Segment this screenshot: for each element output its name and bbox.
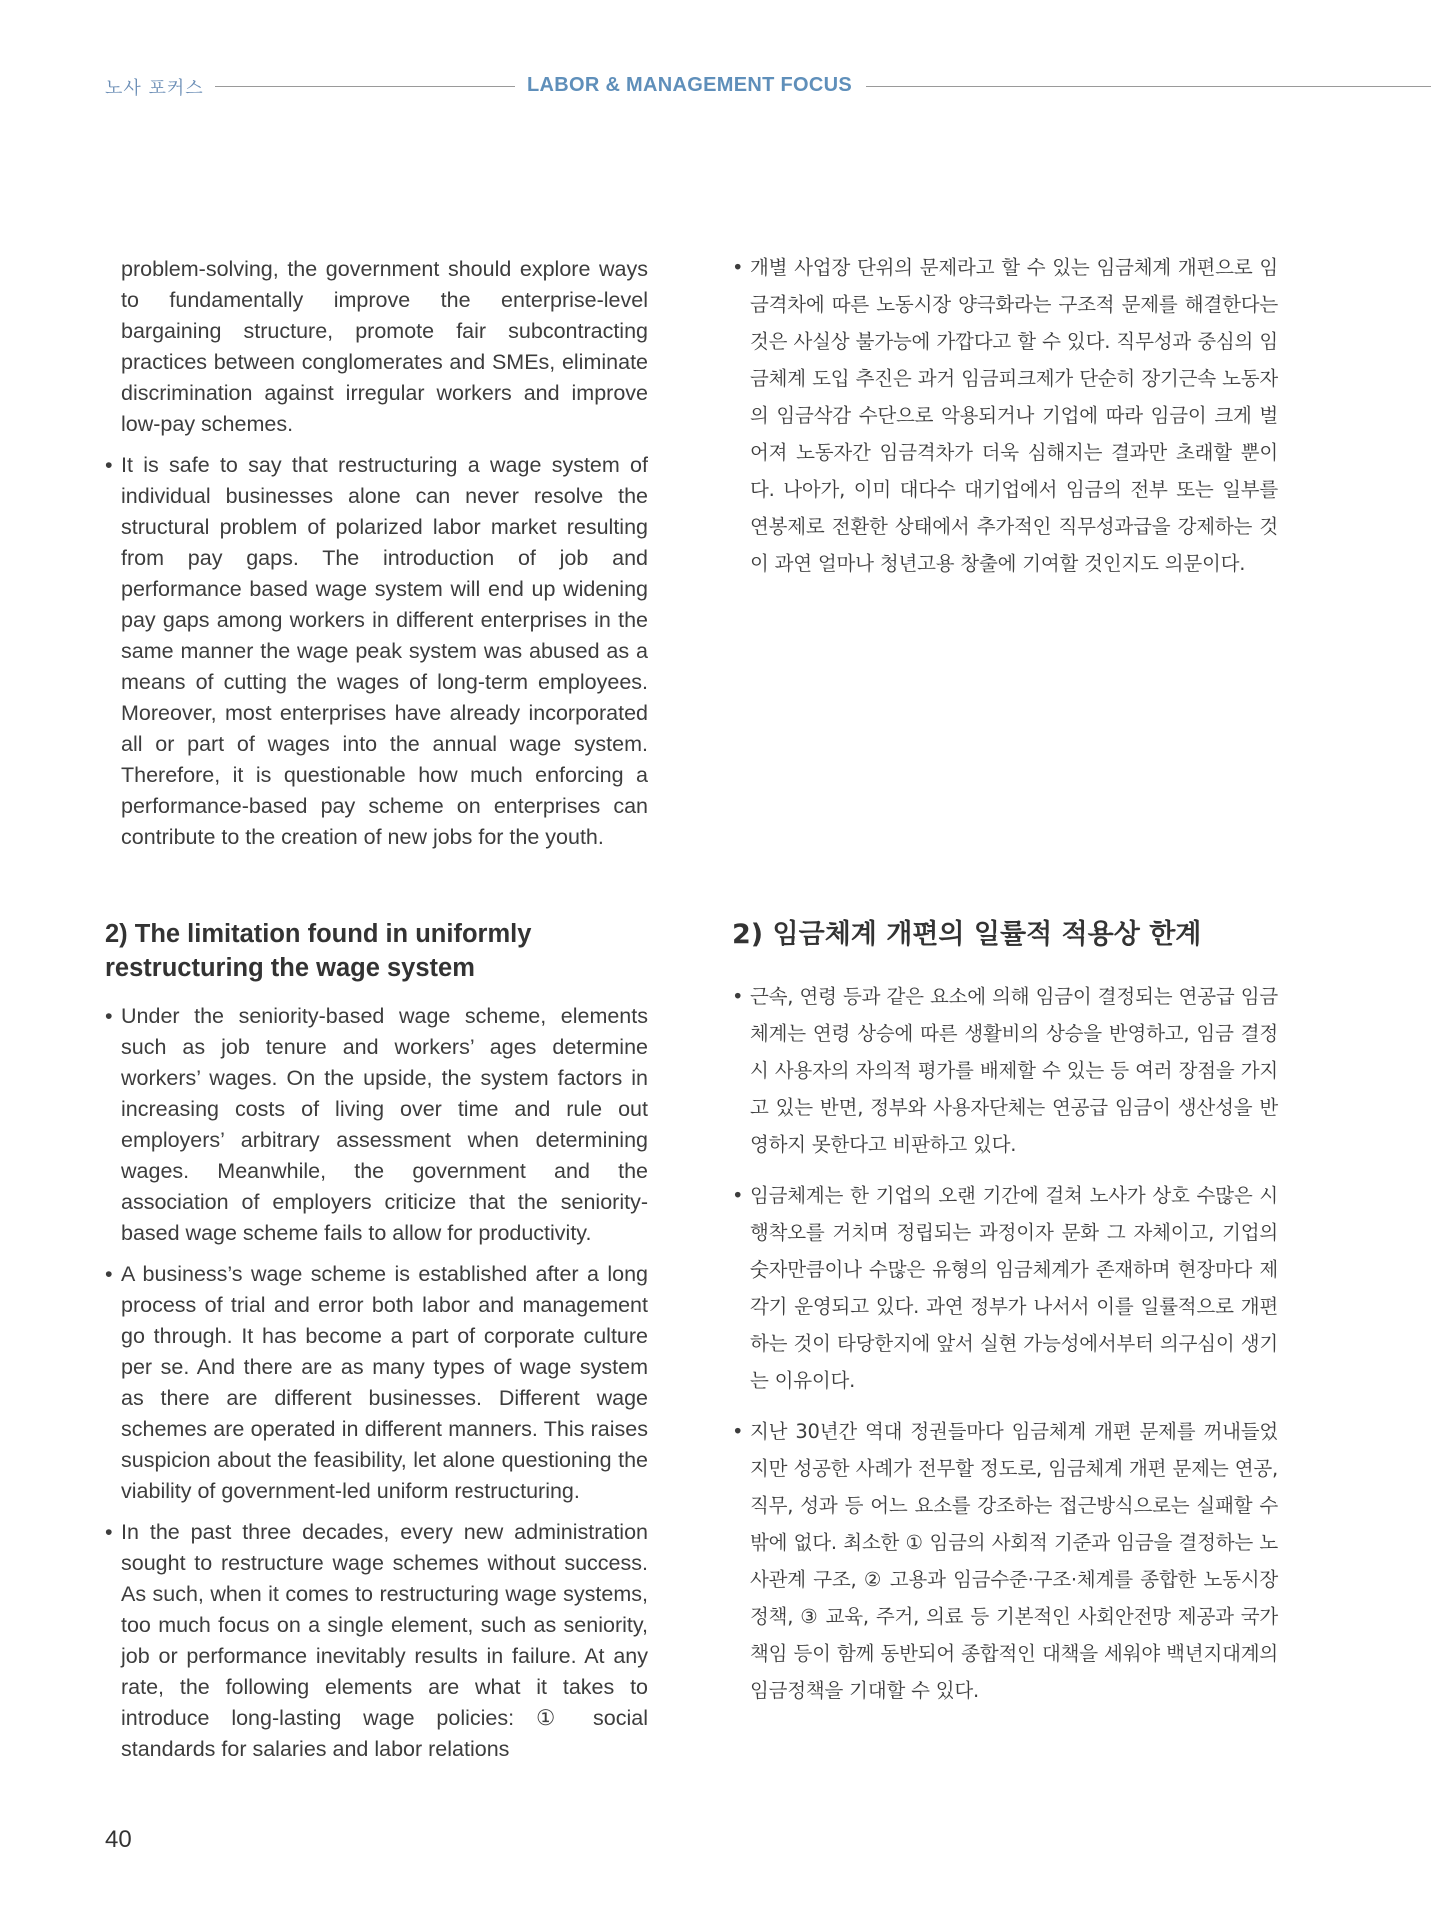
running-header (0, 72, 1431, 102)
bullet-item-korean: • 개별 사업장 단위의 문제라고 할 수 있는 임금체계 개편으로 임금격차에 따른 노동시장 양극화라는 구조적 문제를 해결한다는 것은 사실상 불가능에 가깝다고 할 수 있다. 직무성과 중심의 임금체계 도입 추진은 과거 임금피크제가 단순히 장기근속 노동자의 임금삭감 수단으로 악용되거나 기업에 따라 임금이 크게 벌어져 노동자간 임금격차가 더욱 심해지는 결과만 초래할 뿐이다. 나아가, 이미 대다수 대기업에서 임금의 전부 또는 일부를 연봉제로 전환한 상태에서 추가적인 직무성과급을 강제하는 것이 과연 얼마나 청년고용 창출에 기여할 것인지도 의문이다. (732, 249, 1278, 582)
right-column-top (732, 249, 1278, 596)
continued-paragraph: problem-solving, the government should explore ways to fundamentally improve the enterprise-level bargaining structure, promote fair subcontracting practices between conglomerates and SMEs, eliminate discrimination against irregular workers and improve low-pay schemes. (121, 257, 648, 436)
bullet-item-korean: • 근속, 연령 등과 같은 요소에 의해 임금이 결정되는 연공급 임금체계는 연령 상승에 따른 생활비의 상승을 반영하고, 임금 결정 시 사용자의 자의적 평가를 배제할 수 있는 등 여러 장점을 가지고 있는 반면, 정부와 사용자단체는 연공급 임금이 생산성을 반영하지 못한다고 비판하고 있다. (732, 978, 1278, 1163)
page-number: 40 (105, 1826, 132, 1853)
right-column-section (732, 918, 1278, 1723)
bullet-item: • In the past three decades, every new administration sought to restructure wage schemes without success. As such, when it comes to restructuring wage systems, too much focus on a single element, such as seniority, job or performance inevitably results in failure. At any rate, the following elements are what it takes to introduce long-lasting wage policies: ① social standards for salaries and labor relations (105, 1517, 648, 1765)
left-column-top (105, 254, 648, 863)
section-heading-korean: 2) 임금체계 개편의 일률적 적용상 한계 (732, 919, 1202, 950)
bullet-item: • A business’s wage scheme is established after a long process of trial and error both labor and management go through. It has become a part of corporate culture per se. And there are as many types of wage system as there are different businesses. Different wage schemes are operated in different manners. This raises suspicion about the feasibility, let alone questioning the viability of government-led uniform restructuring. (105, 1259, 648, 1507)
header-section-label-korean: 노사 포커스 (105, 78, 204, 99)
bullet-item-korean: • 지난 30년간 역대 정권들마다 임금체계 개편 문제를 꺼내들었지만 성공한 사례가 전무할 정도로, 임금체계 개편 문제는 연공, 직무, 성과 등 어느 요소를 강조하는 접근방식으로는 실패할 수밖에 없다. 최소한 ① 임금의 사회적 기준과 임금을 결정하는 노사관계 구조, ② 고용과 임금수준·구조·체계를 종합한 노동시장 정책, ③ 교육, 주거, 의료 등 기본적인 사회안전망 제공과 국가책임 등이 함께 동반되어 종합적인 대책을 세워야 백년지대계의 임금정책을 기대할 수 있다. (732, 1413, 1278, 1709)
header-section-label-english: LABOR & MANAGEMENT FOCUS (527, 74, 852, 96)
header-rule-left (215, 86, 515, 87)
bullet-item: • Under the seniority-based wage scheme, elements such as job tenure and workers’ ages determine workers’ wages. On the upside, the system factors in increasing costs of living over time and rule out employers’ arbitrary assessment when determining wages. Meanwhile, the government and the association of employers criticize that the seniority-based wage scheme fails to allow for productivity. (105, 1001, 648, 1249)
section-heading-english: 2) The limitation found in uniformly restructuring the wage system (105, 920, 532, 982)
left-column-section (105, 917, 648, 1775)
header-rule-right (866, 86, 1431, 87)
bullet-item: • It is safe to say that restructuring a wage system of individual businesses alone can never resolve the structural problem of polarized labor market resulting from pay gaps. The introduction of job and performance based wage system will end up widening pay gaps among workers in different enterprises in the same manner the wage peak system was abused as a means of cutting the wages of long-term employees. Moreover, most enterprises have already incorporated all or part of wages into the annual wage system. Therefore, it is questionable how much enforcing a performance-based pay scheme on enterprises can contribute to the creation of new jobs for the youth. (105, 450, 648, 853)
bullet-item-korean: • 임금체계는 한 기업의 오랜 기간에 걸쳐 노사가 상호 수많은 시행착오를 거치며 정립되는 과정이자 문화 그 자체이고, 기업의 숫자만큼이나 수많은 유형의 임금체계가 존재하며 현장마다 제각기 운영되고 있다. 과연 정부가 나서서 이를 일률적으로 개편하는 것이 타당한지에 앞서 실현 가능성에서부터 의구심이 생기는 이유이다. (732, 1177, 1278, 1399)
